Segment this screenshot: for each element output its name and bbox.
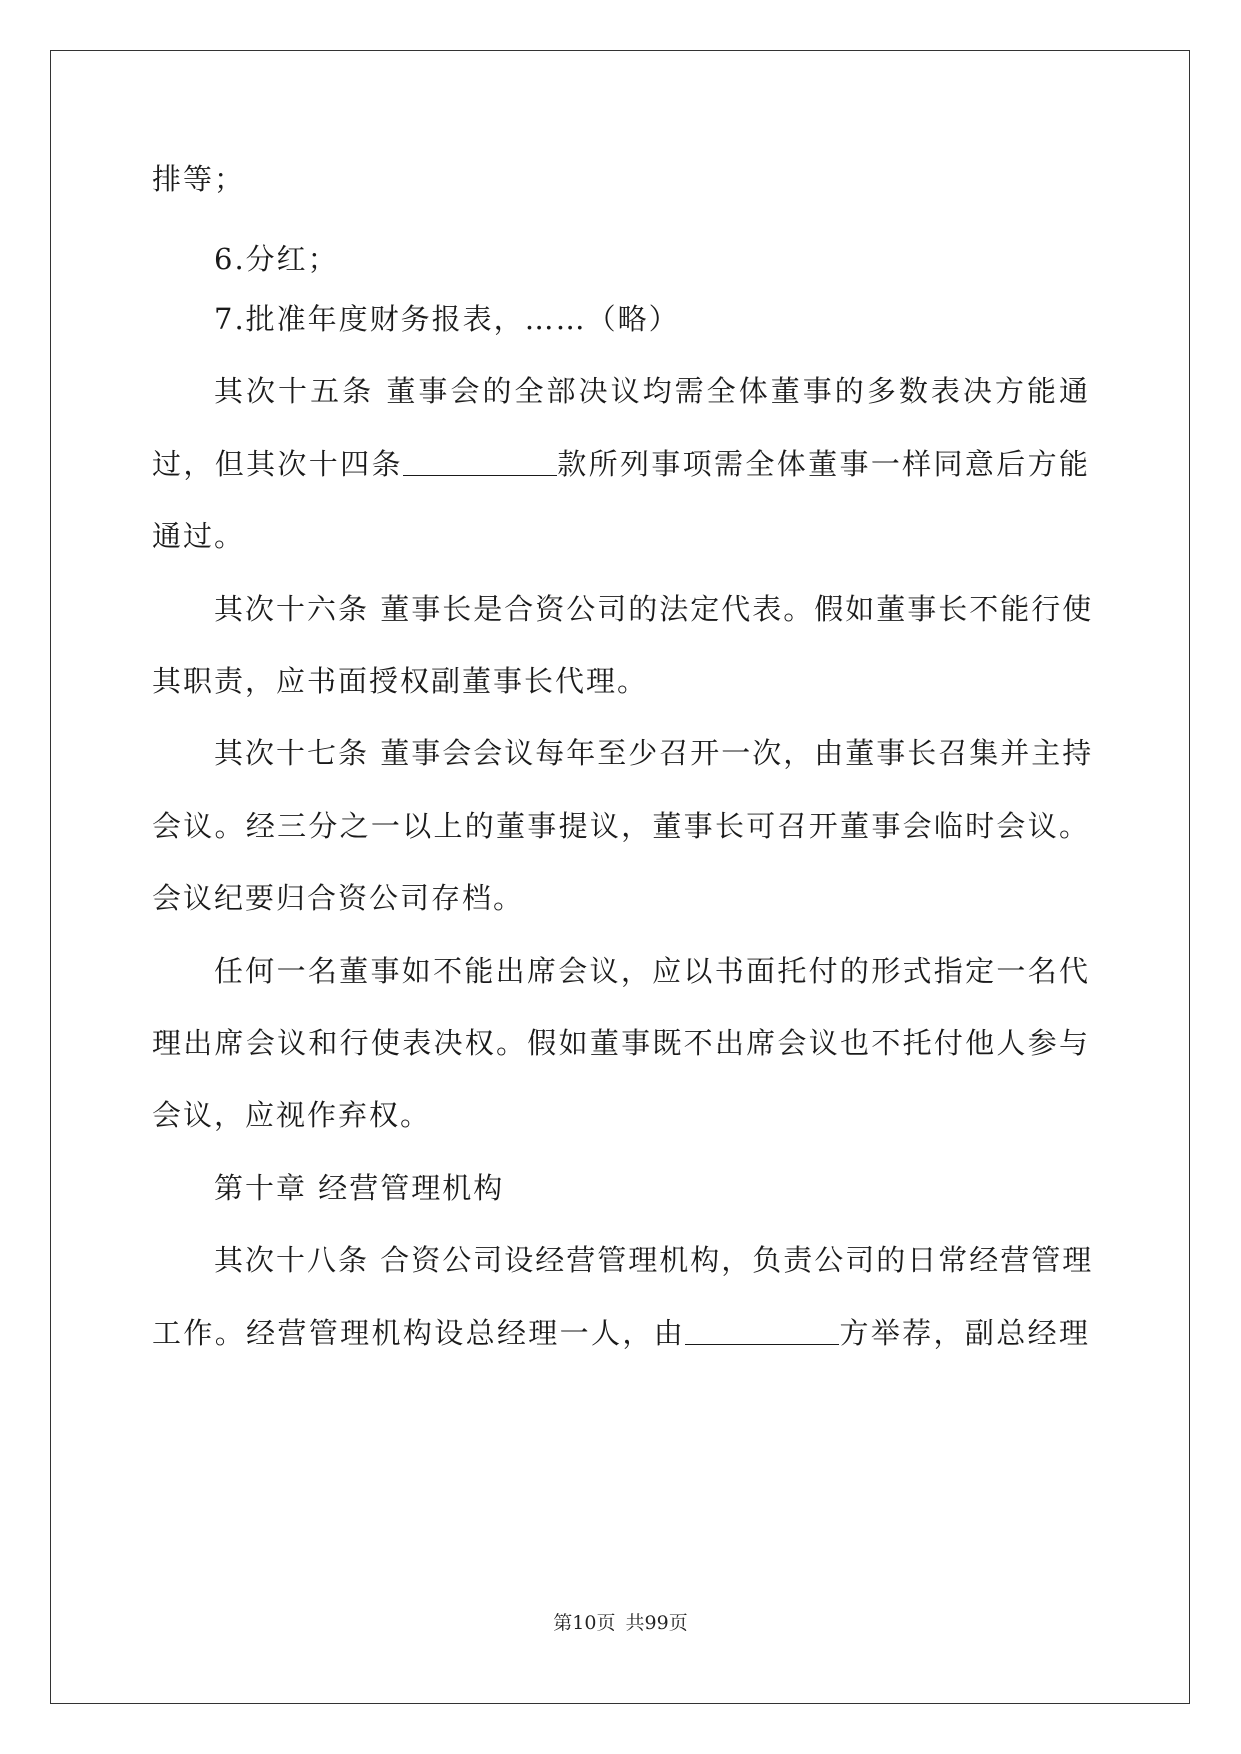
text-line: 通过。	[152, 519, 246, 553]
chapter-heading: 第十章 经营管理机构	[214, 1171, 505, 1205]
page-footer	[0, 1608, 1241, 1635]
text-line: 排等；	[152, 162, 246, 196]
article-28-line-with-blank	[152, 1316, 1090, 1350]
text-line: 理出席会议和行使表决权。假如董事既不出席会议也不托付他人参与	[152, 1026, 1090, 1060]
text-line: 会议。经三分之一以上的董事提议，董事长可召开董事会临时会议。	[152, 809, 1090, 843]
total-pages: 共99页	[625, 1612, 688, 1634]
article-25-line-with-blank	[152, 447, 1090, 481]
text-line: 会议，应视作弃权。	[152, 1098, 432, 1132]
fill-in-blank	[685, 1318, 839, 1345]
text-fragment: 方举荐，副总经理	[839, 1316, 1090, 1350]
article-28-line: 其次十八条 合资公司设经营管理机构，负责公司的日常经营管理	[214, 1243, 1094, 1277]
page-number: 第10页	[553, 1612, 616, 1634]
article-25-line: 其次十五条 董事会的全部决议均需全体董事的多数表决方能通	[214, 374, 1090, 408]
page-border	[50, 50, 1190, 1704]
article-27-line: 其次十七条 董事会会议每年至少召开一次，由董事长召集并主持	[214, 736, 1094, 770]
article-26-line: 其次十六条 董事长是合资公司的法定代表。假如董事长不能行使	[214, 592, 1094, 626]
text-fragment: 过，但其次十四条	[152, 447, 403, 481]
text-line: 其职责，应书面授权副董事长代理。	[152, 664, 649, 698]
text-fragment: 工作。经营管理机构设总经理一人，由	[152, 1316, 686, 1350]
fill-in-blank	[403, 449, 557, 476]
list-item-financial-statements: 7.批准年度财务报表，……（略）	[214, 302, 680, 336]
text-line: 会议纪要归合资公司存档。	[152, 881, 525, 915]
text-fragment: 款所列事项需全体董事一样同意后方能	[556, 447, 1090, 481]
list-item-dividend: 6.分红；	[214, 242, 339, 276]
proxy-rule-line: 任何一名董事如不能出席会议，应以书面托付的形式指定一名代	[214, 954, 1090, 988]
